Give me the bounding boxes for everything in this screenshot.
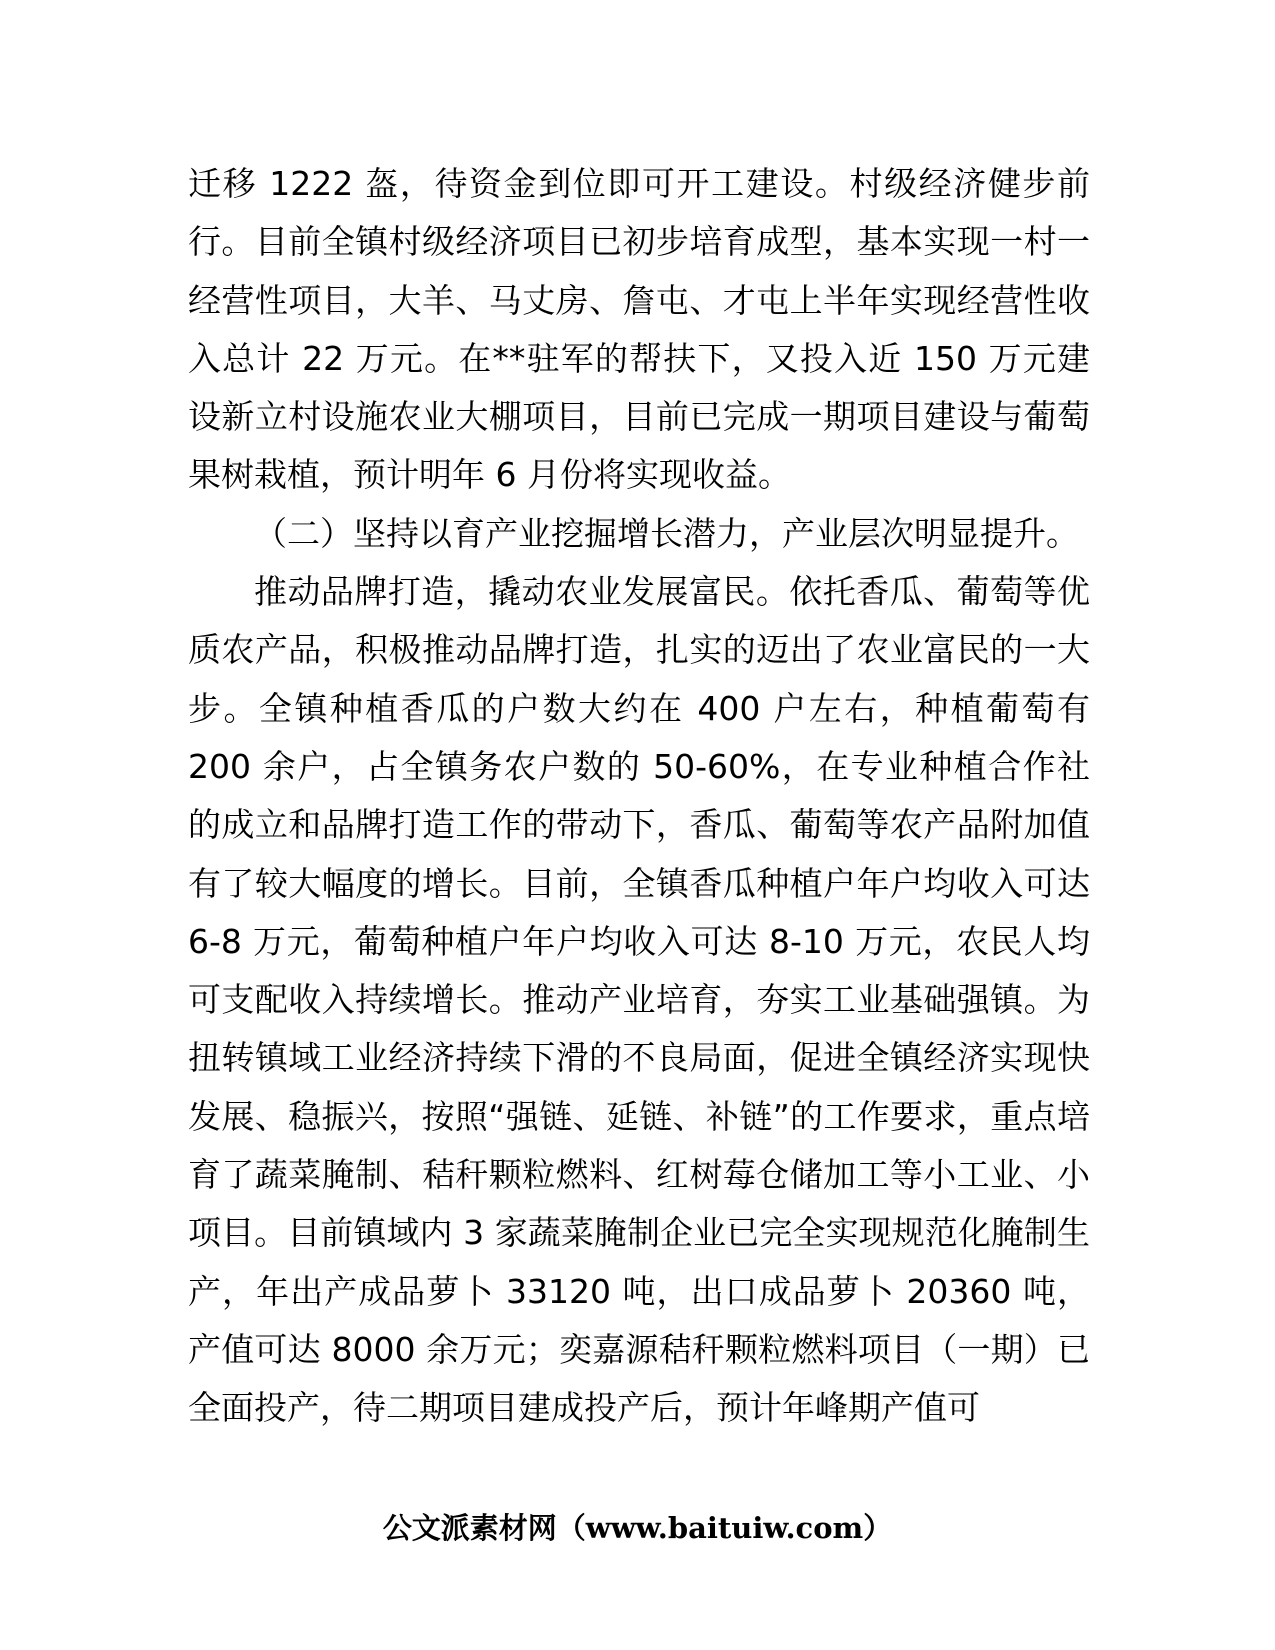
document-body [188, 155, 1090, 1438]
paragraph-brand-industry: 推动品牌打造，撬动农业发展富民。依托香瓜、葡萄等优质农产品，积极推动品牌打造，扎实的迈出了农业富民的一大步。全镇种植香瓜的户数大约在 400 户左右，种植葡萄有 200 余户，占全镇务农户数的 50-60%，在专业种植合作社的成立和品牌打造工作的带动下，香瓜、葡萄等农产品附加值有了较大幅度的增长。目前，全镇香瓜种植户年户均收入可达 6-8 万元，葡萄种植户年户均收入可达 8-10 万元，农民人均可支配收入持续增长。推动产业培育，夯实工业基础强镇。为扭转镇域工业经济持续下滑的不良局面，促进全镇经济实现快发展、稳振兴，按照“强链、延链、补链”的工作要求，重点培育了蔬菜腌制、秸秆颗粒燃料、红树莓仓储加工等小工业、小项目。目前镇域内 3 家蔬菜腌制企业已完全实现规范化腌制生产，年出产成品萝卜 33120 吨，出口成品萝卜 20360 吨，产值可达 8000 余万元；奕嘉源秸秆颗粒燃料项目（一期）已全面投产，待二期项目建成投产后，预计年峰期产值可 [188, 572, 1090, 1428]
footer-watermark: 公文派素材网（www.baituiw.com） [382, 1511, 893, 1545]
section-heading: （二）坚持以育产业挖掘增长潜力，产业层次明显提升。 [254, 513, 1079, 553]
paragraph-continuation: 迁移 1222 盔，待资金到位即可开工建设。村级经济健步前行。目前全镇村级经济项目已初步培育成型，基本实现一村一经营性项目，大羊、马丈房、詹屯、才屯上半年实现经营性收入总计 22 万元。在**驻军的帮扶下，又投入近 150 万元建设新立村设施农业大棚项目，目前已完成一期项目建设与葡萄果树栽植，预计明年 6 月份将实现收益。 [188, 164, 1090, 495]
